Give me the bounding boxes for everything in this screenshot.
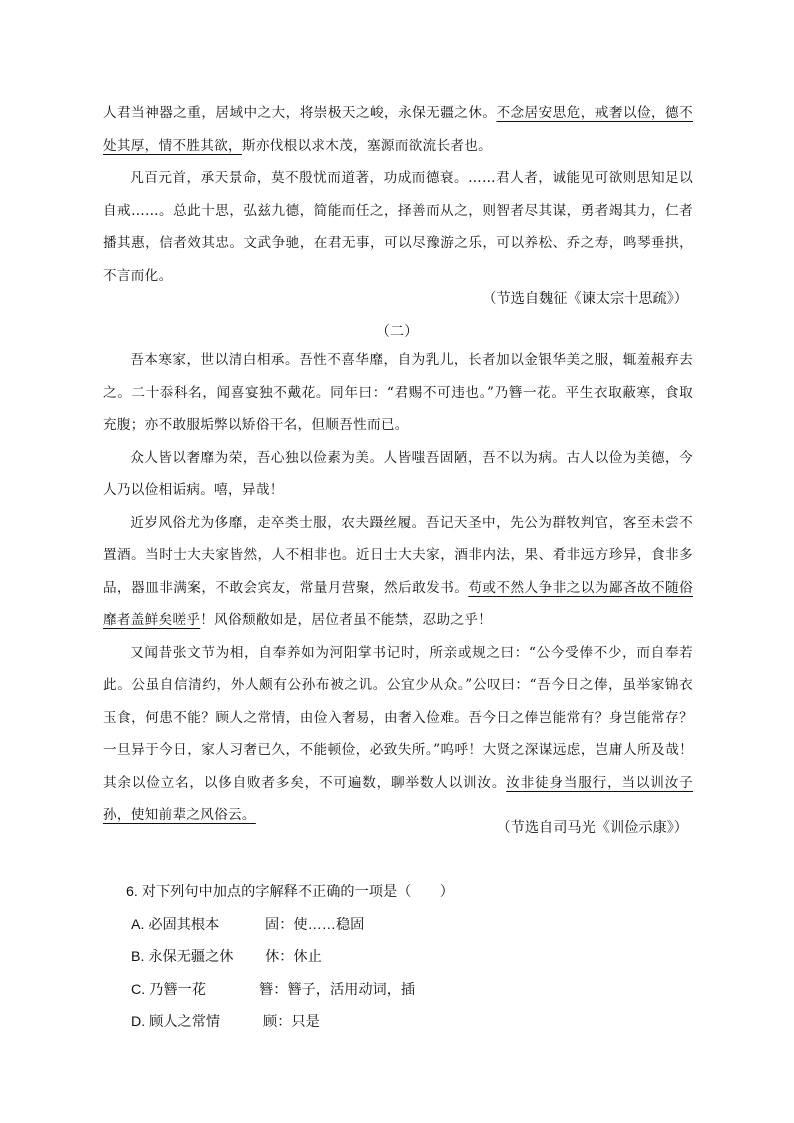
option-gloss: 固：使……稳固 — [265, 916, 365, 933]
excerpt-2-paragraph-3 — [103, 507, 693, 637]
excerpt-2-paragraph-1: 吾本寒家，世以清白相承。吾性不喜华靡，自为乳儿，长者加以金银华美之服，辄羞赧弃去之。二十忝科名，闻喜宴独不戴花。同年曰：“君赐不可违也。”乃簪一花。平生衣取蔽寒，食取充腹；亦不敢服垢弊以矫俗干名，但顺吾性而已。 — [103, 352, 693, 433]
paragraph-text: 斯亦伐根以求木茂，塞源而欲流长者也。 — [241, 137, 493, 154]
section-heading: （二） — [375, 324, 419, 340]
excerpt-2-paragraph-4 — [103, 637, 693, 832]
underlined-sentence: 苟或不然人争非之以为鄙吝故不随俗靡者盖鲜矣嗟乎 — [103, 579, 693, 628]
option-c[interactable] — [126, 974, 686, 1007]
option-a[interactable] — [126, 909, 686, 942]
option-d[interactable] — [126, 1006, 686, 1039]
question-stem: 6. 对下列句中加点的字解释不正确的一项是（ ） — [126, 884, 454, 900]
option-gloss: 簪：簪子，活用动词，插 — [259, 981, 416, 998]
excerpt-1-paragraph-2: 凡百元首，承天景命，莫不殷忧而道著，功成而德衰。……君人者，诚能见可欲则思知足以自戒……。总此十思，弘兹九德，简能而任之，择善而从之，则智者尽其谋，勇者竭其力，仁者播其惠，信者效其忠。文武争驰，在君无事，可以尽豫游之乐，可以养松、乔之寿，鸣琴垂拱，不言而化。 — [103, 170, 693, 284]
paragraph-text: ！风俗颓敝如是，居位者虽不能禁，忍助之乎！ — [200, 612, 493, 628]
excerpt-2-body — [103, 344, 693, 832]
paragraph-text: 近岁风俗尤为侈靡，走卒类士服，农夫蹑丝履。吾记天圣中，先公为群牧判官，客至未尝不置酒。当时士大夫家皆然，人不相非也。近日士大夫家，酒非内法，果、肴非远方珍异，食非多品，器皿非满案，不敢会宾友，常量月营聚，然后敢发书。 — [103, 514, 693, 596]
underlined-sentence: 不念居安思危，戒奢以俭，德不处其厚，情不胜其欲， — [103, 105, 693, 154]
option-gloss: 顾：只是 — [263, 1014, 320, 1030]
option-gloss: 休：休止 — [265, 949, 322, 965]
option-label: D. 顾人之常情 — [131, 1014, 221, 1030]
excerpt-2-source: （节选自司马光《训俭示康》） — [496, 820, 688, 836]
paragraph-text: 又闻昔张文节为相，自奉养如为河阳掌书记时，所亲或规之曰：“公今受俸不少，而自奉若此。公虽自信清约，外人颇有公孙布被之讥。公宜少从众。”公叹曰：“吾今日之俸，虽举家锦衣玉食，何患不能？顾人之常情，由俭入奢易，由奢入俭难。吾今日之俸岂能常有？身岂能常存？一旦异于今日，家人习奢已久，不能顿俭，必致失所。”呜呼！大贤之深谋远虑，岂庸人所及哉！其余以俭立名，以侈自败者多矣，不可遍数，聊举数人以训汝。 — [103, 644, 693, 791]
paragraph-text: 人君当神器之重，居域中之大，将崇极天之峻，永保无疆之休。 — [103, 105, 497, 121]
option-label: C. 乃簪一花 — [131, 981, 206, 998]
option-label: A. 必固其根本 — [131, 916, 220, 933]
option-label: B. 永保无疆之休 — [131, 949, 234, 965]
option-b[interactable] — [126, 941, 686, 974]
excerpt-2-paragraph-2: 众人皆以奢靡为荣，吾心独以俭素为美。人皆嗤吾固陋，吾不以为病。古人以俭为美德，今人乃以俭相诟病。嘻，异哉！ — [103, 449, 693, 498]
excerpt-1-source: （节选自魏征《谏太宗十思疏》） — [482, 291, 688, 307]
underlined-sentence: 汝非徒身当服行，当以训汝子孙，使知前辈之风俗云。 — [103, 774, 693, 823]
excerpt-1-paragraph-1 — [103, 97, 693, 162]
excerpt-1-body — [103, 97, 693, 292]
question-6 — [126, 876, 686, 1039]
